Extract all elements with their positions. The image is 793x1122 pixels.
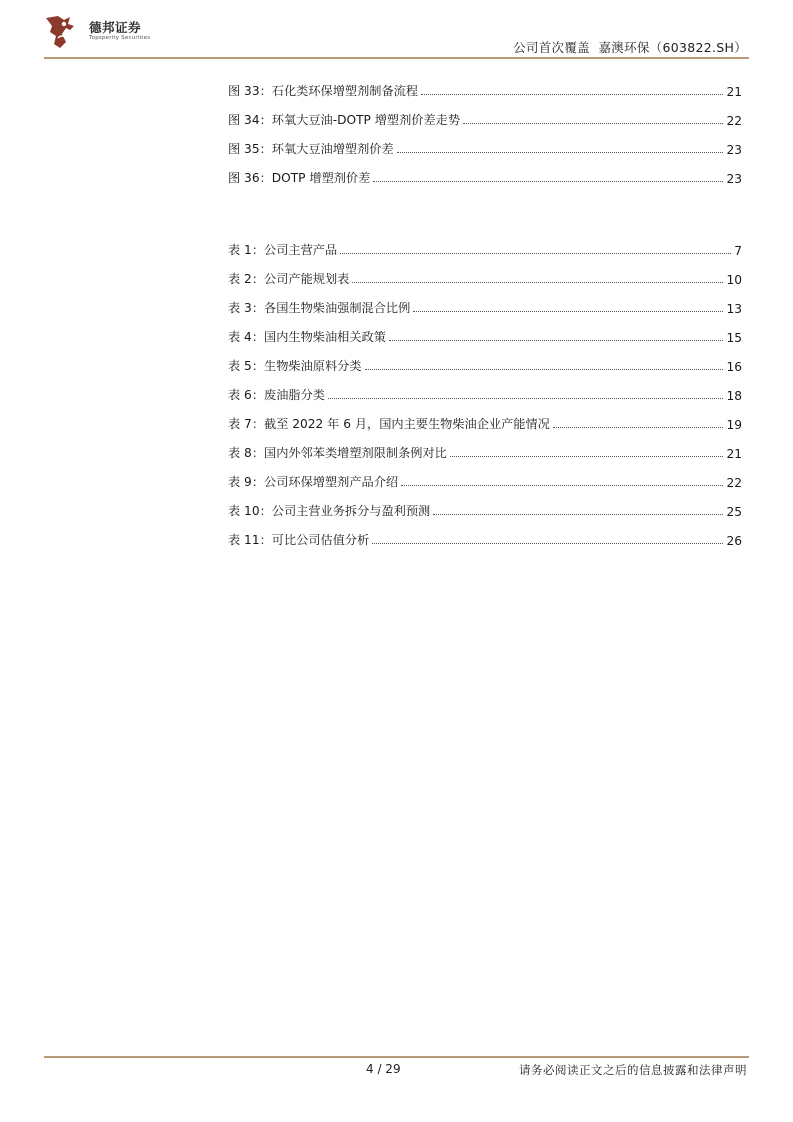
dot-leader (389, 340, 724, 341)
toc-entry-label: 表 5：生物柴油原料分类 (228, 359, 362, 373)
dot-leader (352, 282, 723, 283)
dot-leader (340, 253, 731, 254)
disclaimer-note: 请务必阅读正文之后的信息披露和法律声明 (519, 1063, 747, 1077)
dot-leader (433, 514, 723, 515)
table-toc-entry[interactable] (228, 403, 742, 432)
toc-entry-page: 10 (726, 273, 742, 287)
toc-entry-page: 13 (726, 302, 742, 316)
dot-leader (450, 456, 724, 457)
table-toc-entry[interactable] (228, 461, 742, 490)
toc-entry-page: 23 (726, 172, 742, 186)
dot-leader (328, 398, 724, 399)
toc-entry-page: 23 (726, 143, 742, 157)
dot-leader (463, 123, 723, 124)
dot-leader (372, 543, 723, 544)
toc-entry-label: 表 3：各国生物柴油强制混合比例 (228, 301, 411, 315)
table-toc-entry[interactable] (228, 519, 742, 548)
toc-entry-label: 表 11：可比公司估值分析 (228, 533, 370, 547)
dot-leader (421, 94, 723, 95)
toc-entry-label: 表 10：公司主营业务拆分与盈利预测 (228, 504, 431, 518)
table-toc-entry[interactable] (228, 229, 742, 258)
toc-entry-label: 表 1：公司主营产品 (228, 243, 338, 257)
dot-leader (397, 152, 724, 153)
toc-entry-page: 7 (734, 244, 742, 258)
figure-toc-entry[interactable] (228, 157, 742, 186)
tiger-logo-icon (44, 14, 84, 50)
toc-entry-label: 图 36：DOTP 增塑剂价差 (228, 171, 371, 185)
dot-leader (373, 181, 723, 182)
table-toc-entry[interactable] (228, 345, 742, 374)
toc-entry-page: 26 (726, 534, 742, 548)
report-title: 公司首次覆盖 嘉澳环保（603822.SH） (513, 40, 747, 55)
brand-name-en: Topsperity Securities (89, 35, 151, 41)
toc-entry-label: 表 9：公司环保增塑剂产品介绍 (228, 475, 399, 489)
dot-leader (413, 311, 723, 312)
toc-entry-label: 表 6：废油脂分类 (228, 388, 325, 402)
toc-entry-page: 22 (726, 114, 742, 128)
toc-entry-page: 25 (726, 505, 742, 519)
toc-entry-page: 16 (726, 360, 742, 374)
brand-name-cn: 德邦证券 (89, 20, 142, 35)
page-number: 4 / 29 (366, 1062, 401, 1076)
toc-entry-page: 15 (726, 331, 742, 345)
toc-entry-label: 表 7：截至 2022 年 6 月，国内主要生物柴油企业产能情况 (228, 417, 550, 431)
dot-leader (365, 369, 724, 370)
toc-entry-page: 18 (726, 389, 742, 403)
table-toc-entry[interactable] (228, 287, 742, 316)
toc-entry-page: 21 (726, 85, 742, 99)
dot-leader (401, 485, 723, 486)
table-toc-entry[interactable] (228, 490, 742, 519)
table-toc-entry[interactable] (228, 432, 742, 461)
company-logo (44, 14, 164, 50)
table-toc-entry[interactable] (228, 316, 742, 345)
toc-entry-page: 22 (726, 476, 742, 490)
toc-entry-label: 图 34：环氧大豆油-DOTP 增塑剂价差走势 (228, 113, 461, 127)
table-toc-entry[interactable] (228, 258, 742, 287)
toc-entry-label: 表 8：国内外邻苯类增塑剂限制条例对比 (228, 446, 447, 460)
toc-entry-label: 表 2：公司产能规划表 (228, 272, 350, 286)
figure-toc-entry[interactable] (228, 128, 742, 157)
toc-entry-page: 21 (726, 447, 742, 461)
table-index (228, 229, 742, 548)
figure-toc-entry[interactable] (228, 99, 742, 128)
toc-entry-label: 图 35：环氧大豆油增塑剂价差 (228, 142, 394, 156)
toc-entry-page: 19 (726, 418, 742, 432)
header-divider (44, 57, 749, 59)
figure-index (228, 70, 742, 186)
dot-leader (553, 427, 724, 428)
page-header (0, 0, 793, 60)
table-toc-entry[interactable] (228, 374, 742, 403)
toc-entry-label: 表 4：国内生物柴油相关政策 (228, 330, 386, 344)
figure-toc-entry[interactable] (228, 70, 742, 99)
toc-entry-label: 图 33：石化类环保增塑剂制备流程 (228, 84, 419, 98)
footer-divider (44, 1056, 749, 1058)
